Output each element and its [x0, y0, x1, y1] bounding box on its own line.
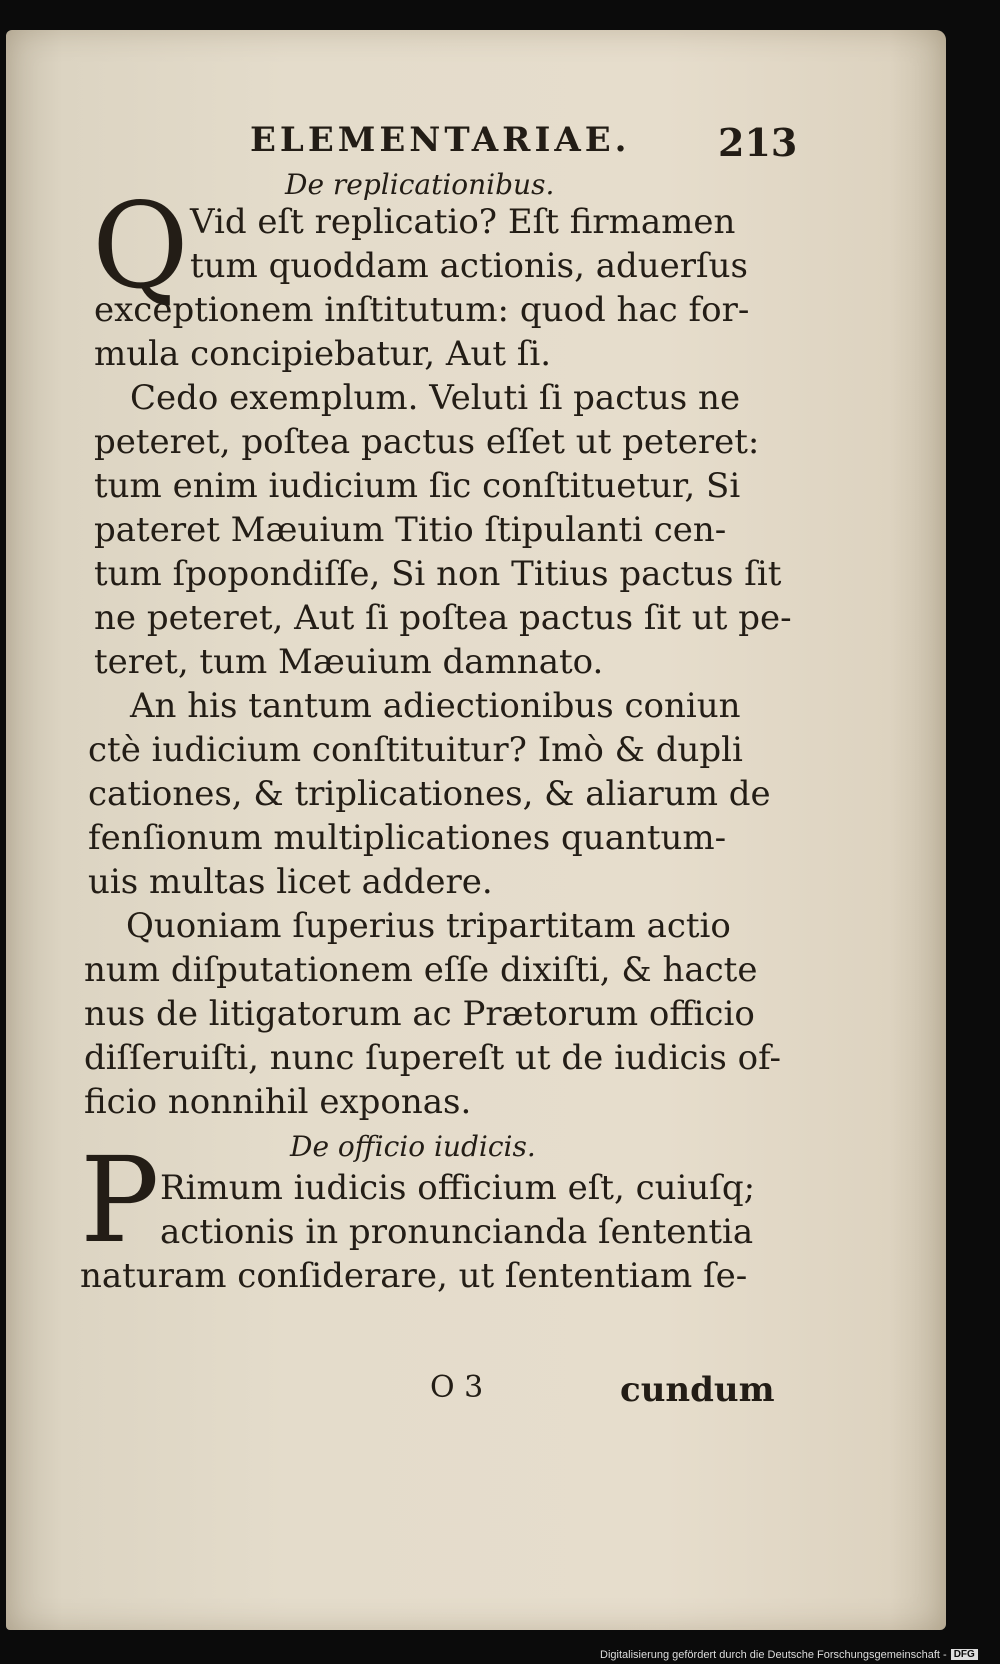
- credit-bar: [600, 1645, 1000, 1664]
- text-line: ctè iudicium conſtituitur? Imò & dupli: [88, 730, 743, 770]
- text-line: tum quoddam actionis, aduerſus: [190, 246, 748, 286]
- drop-cap: Q: [92, 177, 189, 315]
- text-line: num diſputationem eſſe dixiſti, & hacte: [84, 950, 758, 990]
- running-title: ELEMENTARIAE.: [250, 120, 631, 160]
- credit-text: Digitalisierung gefördert durch die Deutsche Forschungsgemeinschaft -: [600, 1648, 947, 1661]
- text-line: peteret, poſtea pactus eſſet ut peteret:: [94, 422, 760, 462]
- text-line: diſſeruiſti, nunc ſupereſt ut de iudicis of-: [84, 1038, 781, 1078]
- page-number: 213: [718, 120, 798, 165]
- signature-mark: O 3: [430, 1370, 484, 1405]
- text-line: Cedo exemplum. Veluti ſi pactus ne: [130, 378, 741, 418]
- text-line: Vid eſt replicatio? Eſt firmamen: [190, 202, 736, 242]
- text-line: nus de litigatorum ac Prætorum officio: [84, 994, 755, 1034]
- text-line: uis multas licet addere.: [88, 862, 493, 902]
- text-line: ficio nonnihil exponas.: [84, 1082, 472, 1122]
- section-heading: De officio iudicis.: [290, 1130, 536, 1163]
- text-line: pateret Mæuium Titio ſtipulanti cen-: [94, 510, 727, 550]
- text-line: Rimum iudicis officium eſt, cuiuſq;: [160, 1168, 756, 1208]
- text-line: exceptionem inſtitutum: quod hac for-: [94, 290, 750, 330]
- text-line: An his tantum adiectionibus coniun: [130, 686, 741, 726]
- text-line: teret, tum Mæuium damnato.: [94, 642, 604, 682]
- text-line: tum ſpopondiſſe, Si non Titius pactus ſit: [94, 554, 782, 594]
- catchword: cundum: [620, 1370, 775, 1410]
- text-line: cationes, & triplicationes, & aliarum de: [88, 774, 771, 814]
- text-line: Quoniam ſuperius tripartitam actio: [126, 906, 731, 946]
- text-line: fenſionum multiplicationes quantum-: [88, 818, 727, 858]
- drop-cap: P: [80, 1131, 160, 1269]
- text-line: ne peteret, Aut ſi poſtea pactus ſit ut pe-: [94, 598, 792, 638]
- section-heading: De replicationibus.: [285, 168, 555, 201]
- text-line: mula concipiebatur, Aut ſi.: [94, 334, 552, 374]
- text-line: actionis in pronuncianda ſententia: [160, 1212, 754, 1252]
- dfg-logo: DFG: [951, 1649, 978, 1660]
- text-line: naturam conſiderare, ut ſententiam ſe-: [80, 1256, 748, 1296]
- text-line: tum enim iudicium ſic conſtituetur, Si: [94, 466, 741, 506]
